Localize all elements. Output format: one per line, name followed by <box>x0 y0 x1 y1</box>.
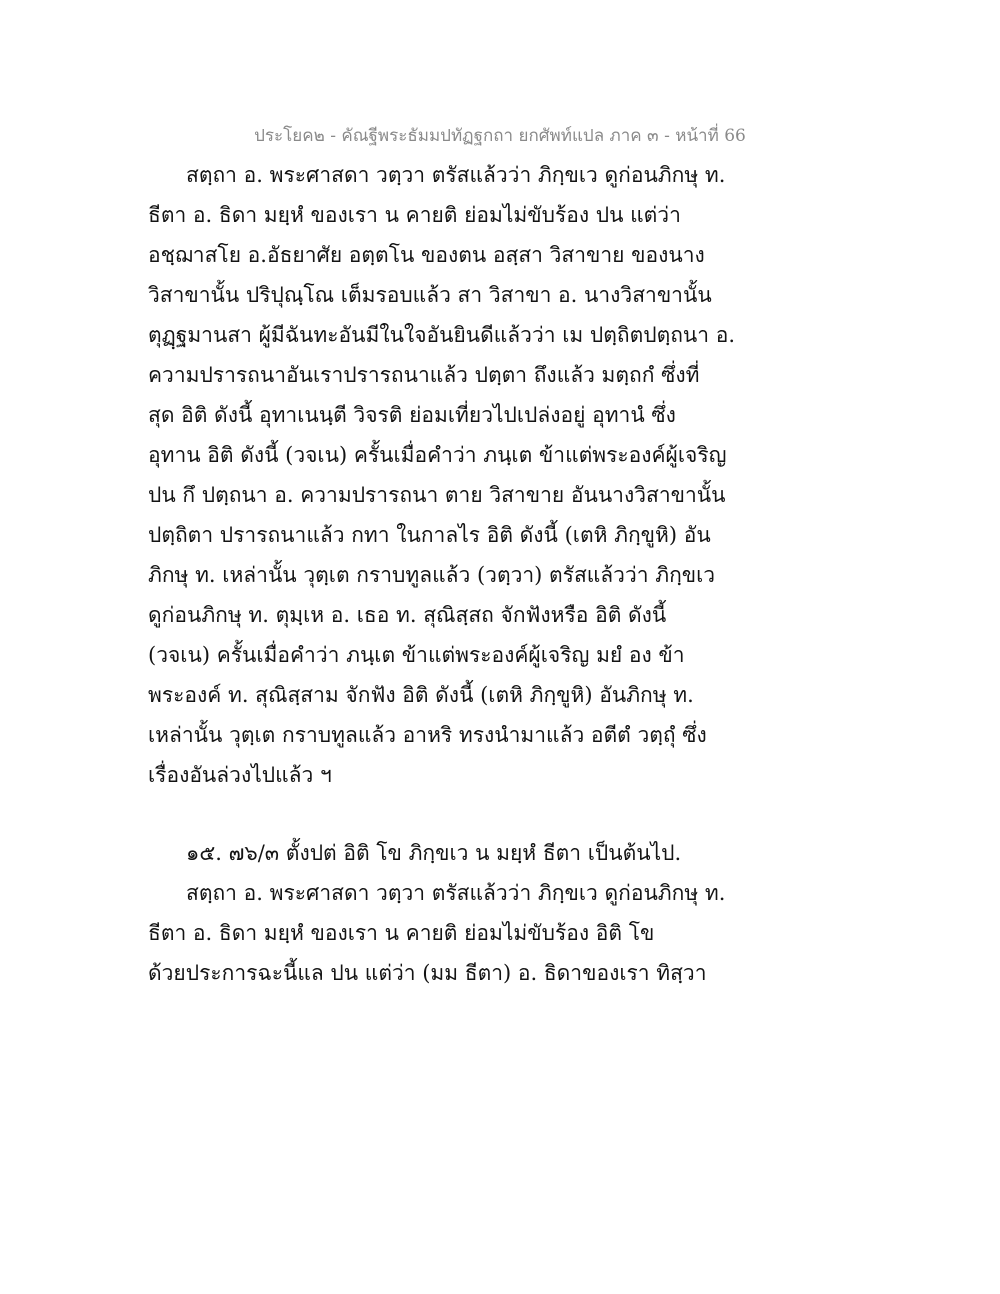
text-line: พระองค์ ท. สุณิสฺสาม จักฟัง อิติ ดังนี้ (เตหิ ภิกฺขูหิ) อันภิกษุ ท. <box>148 683 694 707</box>
running-header: ประโยค๒ - คัณฐีพระธัมมปทัฏฐกถา ยกศัพท์แปล ภาค ๓ - หน้าที่ 66 <box>254 126 746 146</box>
text-line: ดูก่อนภิกษุ ท. ตุมฺเห อ. เธอ ท. สุณิสฺสถ จักฟังหรือ อิติ ดังนี้ <box>148 603 667 627</box>
text-line: สตฺถา อ. พระศาสดา วตฺวา ตรัสแล้วว่า ภิกฺขเว ดูก่อนภิกษุ ท. <box>186 881 726 905</box>
text-line: (วจเน) ครั้นเมื่อคำว่า ภนฺเต ข้าแต่พระองค์ผู้เจริญ มยํ อง ข้า <box>148 643 685 667</box>
text-line: ภิกษุ ท. เหล่านั้น วุตฺเต กราบทูลแล้ว (วตฺวา) ตรัสแล้วว่า ภิกฺขเว <box>148 563 716 587</box>
text-line: เรื่องอันล่วงไปแล้ว ฯ <box>148 763 332 787</box>
text-line: ปตฺถิตา ปรารถนาแล้ว กทา ในกาลไร อิติ ดังนี้ (เตหิ ภิกฺขูหิ) อัน <box>148 523 711 547</box>
text-line: ความปรารถนาอันเราปรารถนาแล้ว ปตฺตา ถึงแล้ว มตฺถกํ ซึ่งที่ <box>148 363 700 387</box>
text-line: วิสาขานั้น ปริปุณฺโณ เต็มรอบแล้ว สา วิสาขา อ. นางวิสาขานั้น <box>148 283 712 307</box>
text-line: ธีตา อ. ธิดา มยฺหํ ของเรา น คายติ ย่อมไม่ขับร้อง อิติ โข <box>148 921 655 945</box>
section-heading: ๑๕. ๗๖/๓ ตั้งปต่ อิติ โข ภิกฺขเว น มยฺหํ ธีตา เป็นต้นไป. <box>186 841 682 865</box>
text-line: สุด อิติ ดังนี้ อุทาเนนฺตี วิจรติ ย่อมเที่ยวไปเปล่งอยู่ อุทานํ ซึ่ง <box>148 403 676 427</box>
text-line: ด้วยประการฉะนี้แล ปน แต่ว่า (มม ธีตา) อ. ธิดาของเรา ทิสฺวา <box>148 961 707 985</box>
text-line: ธีตา อ. ธิดา มยฺหํ ของเรา น คายติ ย่อมไม่ขับร้อง ปน แต่ว่า <box>148 203 681 227</box>
text-line: สตฺถา อ. พระศาสดา วตฺวา ตรัสแล้วว่า ภิกฺขเว ดูก่อนภิกษุ ท. <box>186 163 726 187</box>
text-line: ตุฏฺฐมานสา ผู้มีฉันทะอันมีในใจอันยินดีแล้วว่า เม ปตฺถิตปตฺถนา อ. <box>148 323 736 347</box>
text-line: อุทาน อิติ ดังนี้ (วจเน) ครั้นเมื่อคำว่า ภนฺเต ข้าแต่พระองค์ผู้เจริญ <box>148 443 727 467</box>
text-line: เหล่านั้น วุตฺเต กราบทูลแล้ว อาหริ ทรงนำมาแล้ว อตีตํ วตฺถุํ ซึ่ง <box>148 723 707 747</box>
text-line: อชฺฌาสโย อ.อัธยาศัย อตฺตโน ของตน อสฺสา วิสาขาย ของนาง <box>148 243 705 267</box>
text-line: ปน กึ ปตฺถนา อ. ความปรารถนา ตาย วิสาขาย อันนางวิสาขานั้น <box>148 483 726 507</box>
